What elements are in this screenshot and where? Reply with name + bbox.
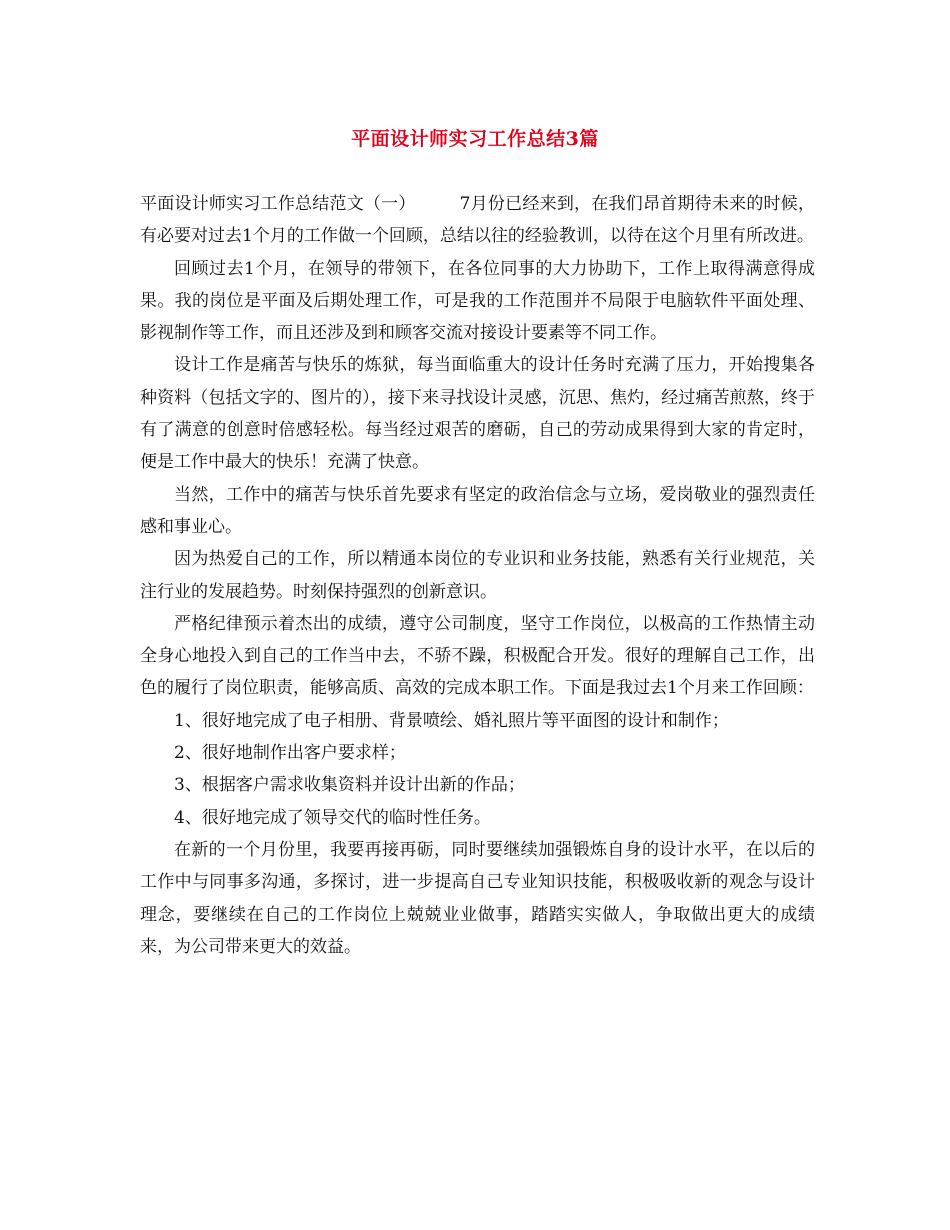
paragraph-political-belief: 当然，工作中的痛苦与快乐首先要求有坚定的政治信念与立场，爱岗敬业的强烈责任感和事业心。 (140, 484, 815, 537)
paragraph-future-plan: 在新的一个月份里，我要再接再砺，同时要继续加强锻炼自身的设计水平，在以后的工作中与同事多沟通，多探讨，进一步提高自己专业知识技能，积极吸收新的观念与设计理念，要继续在自己的工作岗位上兢兢业业做事，踏踏实实做人，争取做出更大的成绩来，为公司带来更大的效益。 (140, 839, 815, 957)
intro-text: 7月份已经来到，在我们昂首期待未来的时候，有必要对过去1个月的工作做一个回顾，总结以往的经验教训，以待在这个月里有所改进。 (140, 194, 815, 247)
paragraph-review: 回顾过去1个月，在领导的带领下，在各位同事的大力协助下，工作上取得满意得成果。我的岗位是平面及后期处理工作，可是我的工作范围并不局限于电脑软件平面处理、影视制作等工作，而且还涉及到和顾客交流对接设计要素等不同工作。 (140, 258, 815, 344)
paragraph-professional-skills: 因为热爱自己的工作，所以精通本岗位的专业识和业务技能，熟悉有关行业规范，关注行业的发展趋势。时刻保持强烈的创新意识。 (140, 549, 815, 602)
intro-label: 平面设计师实习工作总结范文（一） (140, 194, 416, 214)
paragraph-design-work: 设计工作是痛苦与快乐的炼狱，每当面临重大的设计任务时充满了压力，开始搜集各种资料（包括文字的、图片的），接下来寻找设计灵感，沉思、焦灼，经过痛苦煎熬，终于有了满意的创意时倍感轻松。每当经过艰苦的磨砺，自己的劳动成果得到大家的肯定时，便是工作中最大的快乐！充满了快意。 (140, 355, 815, 473)
list-item-4: 4、很好地完成了领导交代的临时性任务。 (174, 807, 491, 828)
intro-paragraph (140, 188, 815, 253)
list-item-3: 3、根据客户需求收集资料并设计出新的作品； (174, 775, 525, 796)
document-body (140, 188, 815, 963)
document-title: 平面设计师实习工作总结3篇 (351, 128, 599, 150)
paragraph-discipline: 严格纪律预示着杰出的成绩，遵守公司制度，坚守工作岗位，以极高的工作热情主动全身心地投入到自己的工作当中去，不骄不躁，积极配合开发。很好的理解自己工作，出色的履行了岗位职责，能够高质、高效的完成本职工作。下面是我过去1个月来工作回顾： (140, 613, 815, 699)
list-item-1: 1、很好地完成了电子相册、背景喷绘、婚礼照片等平面图的设计和制作； (174, 710, 729, 731)
list-item-2: 2、很好地制作出客户要求样； (174, 743, 406, 764)
